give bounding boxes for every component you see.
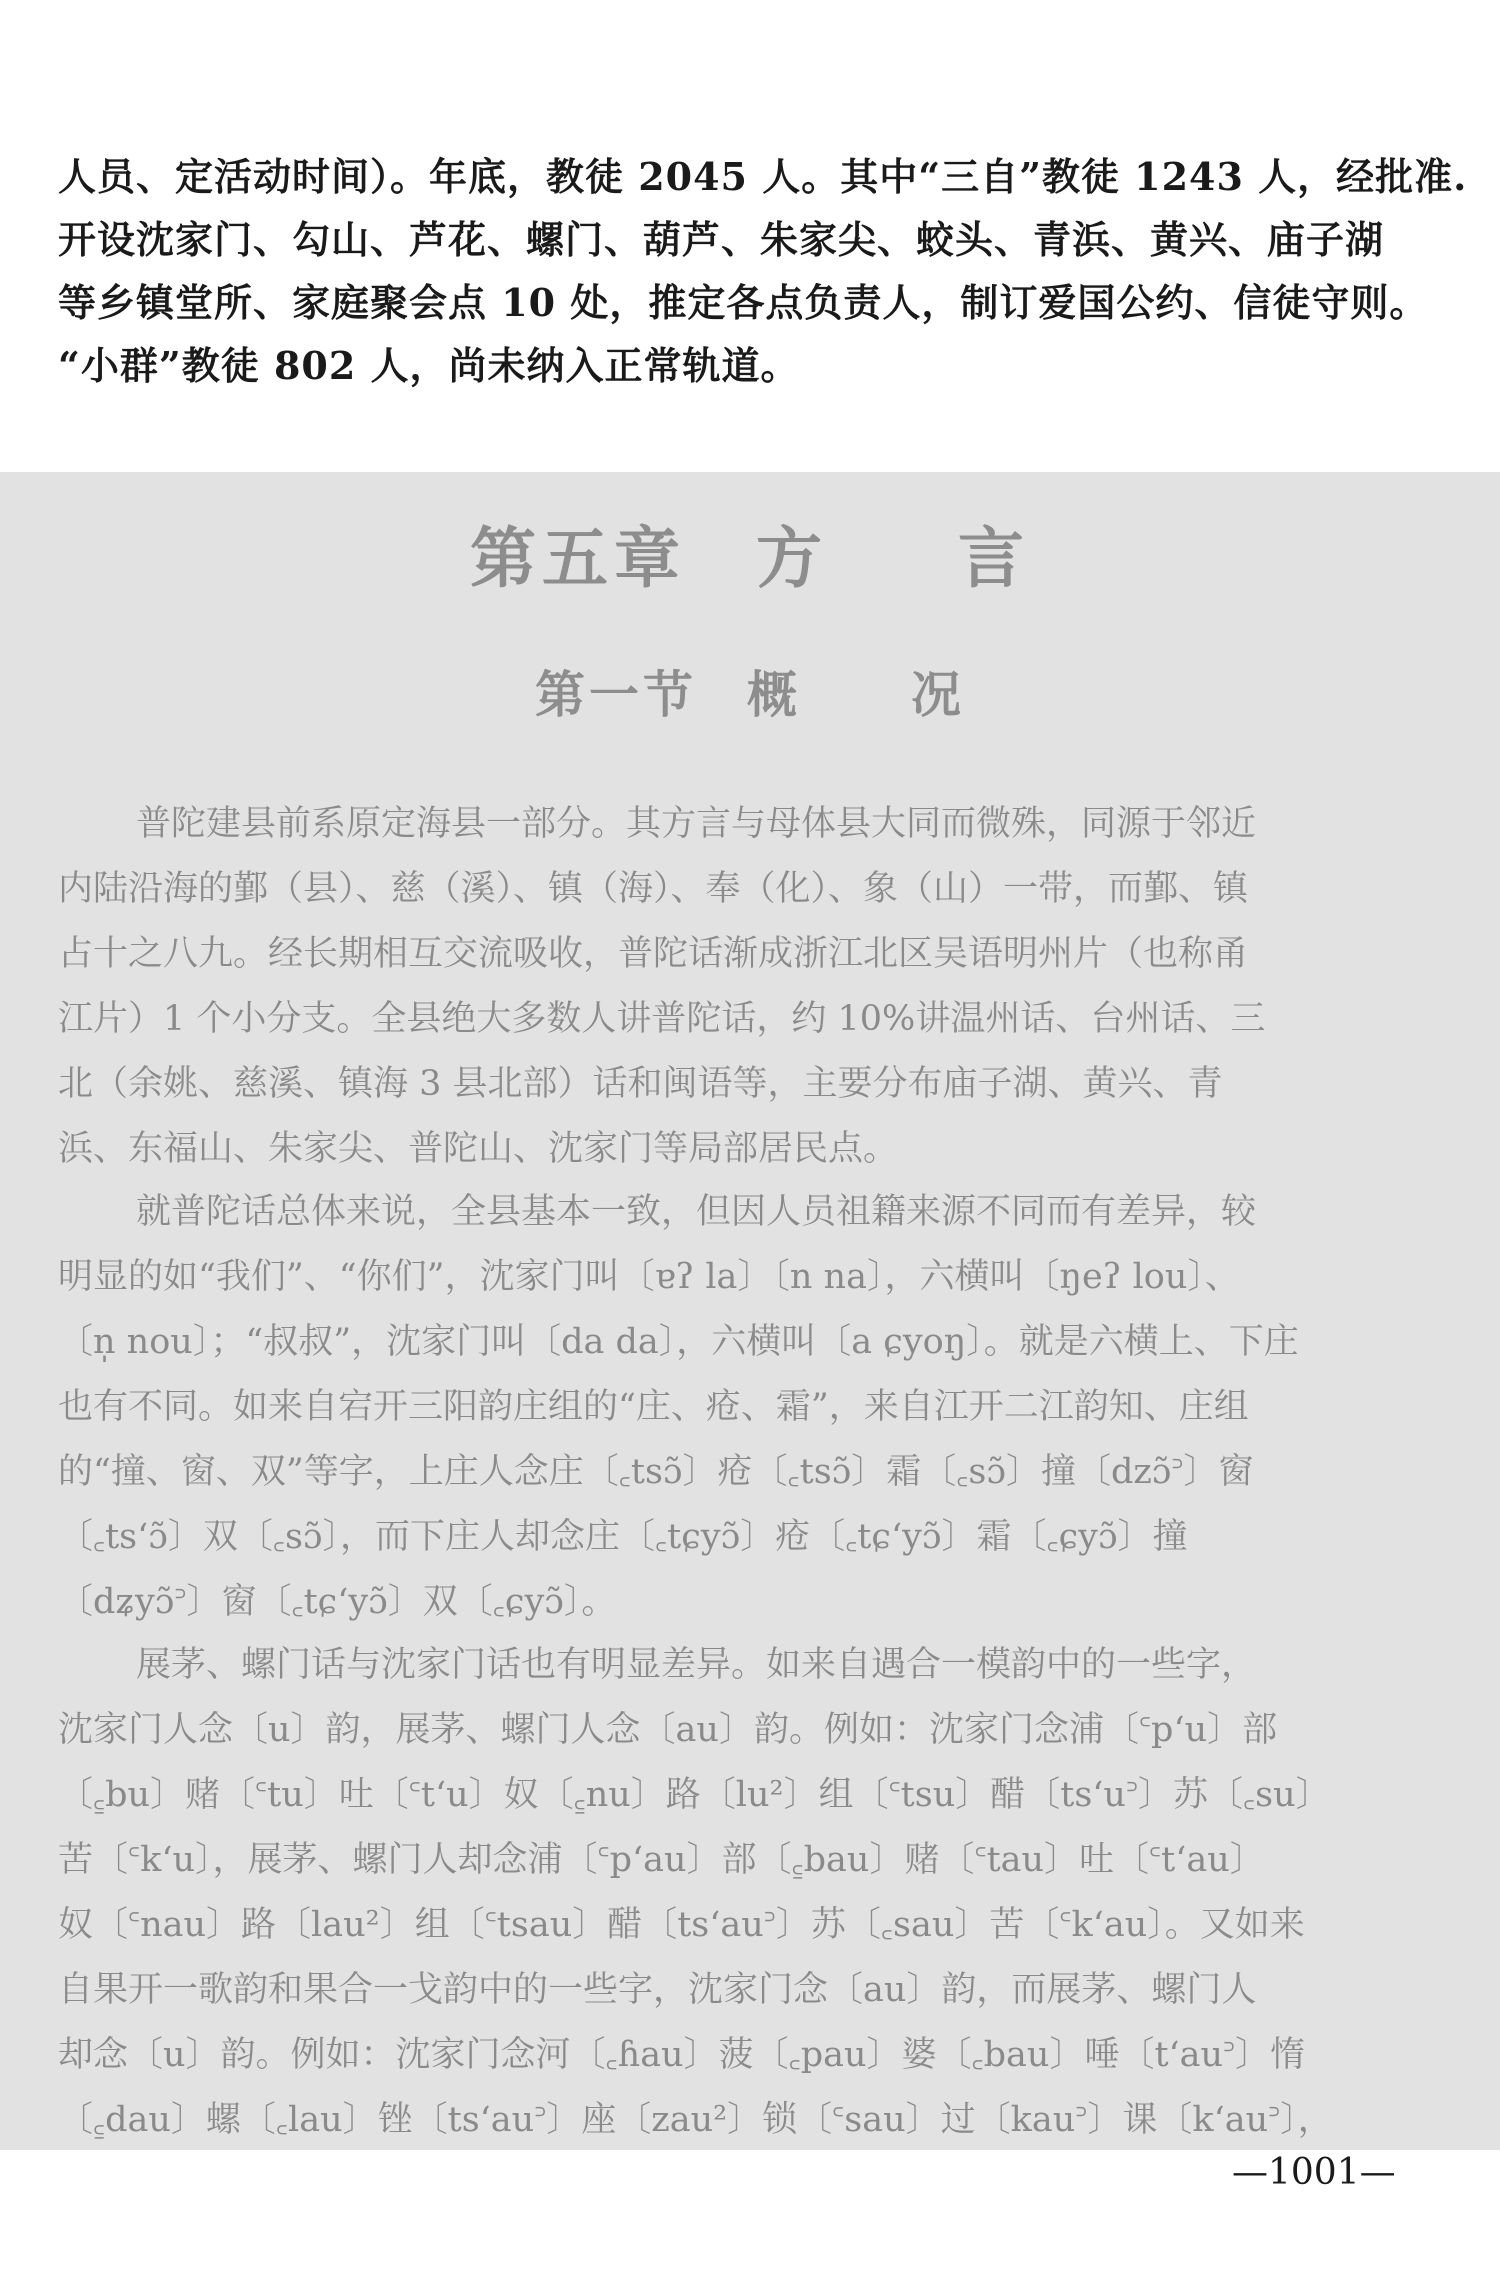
chapter-number: 第五章 [470,519,686,597]
page-number: —1001— [1232,2152,1396,2193]
paragraph-putuo-dialect-differences [58,1180,1438,1635]
top-paragraph [58,145,1468,397]
text-line: 〔꜁bu〕赌〔꜂tu〕吐〔꜂t‘u〕奴〔꜁nu〕路〔lu²〕组〔꜂tsu〕醋〔ts‘u꜄〕苏〔꜀su〕 [58,1775,1331,1815]
text-line: 占十之八九。经长期相互交流吸收，普陀话渐成浙江北区吴语明州片（也称甬 [58,934,1249,974]
text-line: 〔dʑyɔ̃꜄〕窗〔꜀tɕ‘yɔ̃〕双〔꜀ɕyɔ̃〕。 [58,1582,617,1622]
text-line: 〔꜀ts‘ɔ̃〕双〔꜀sɔ̃〕，而下庄人却念庄〔꜀tɕyɔ̃〕疮〔꜀tɕ‘yɔ̃〕霜〔꜀ɕyɔ̃〕撞 [58,1517,1188,1557]
text-line: 就普陀话总体来说，全县基本一致，但因人员祖籍来源不同而有差异，较 [136,1192,1257,1232]
section-number: 第一节 [535,665,697,724]
text-line: 自果开一歌韵和果合一戈韵中的一些字，沈家门念〔au〕韵，而展茅、螺门人 [58,1970,1257,2010]
text-line: 展茅、螺门话与沈家门话也有明显差异。如来自遇合一模韵中的一些字， [136,1645,1257,1685]
text-line: 明显的如“我们”、“你们”，沈家门叫〔ɐʔ la〕〔n na〕，六横叫〔ŋeʔ lou〕、 [58,1257,1240,1297]
chapter-title-char-1: 方 [756,519,828,597]
text-line: 内陆沿海的鄞（县）、慈（溪）、镇（海）、奉（化）、象（山）一带，而鄞、镇 [58,869,1249,909]
text-line: 奴〔꜂nau〕路〔lau²〕组〔꜂tsau〕醋〔ts‘au꜄〕苏〔꜀sau〕苦〔꜂k‘au〕。又如来 [58,1905,1305,1945]
text-line: “小群”教徒 802 人，尚未纳入正常轨道。 [58,343,800,388]
top-text-block [0,0,1500,470]
text-line: 〔n̩ nou〕；“叔叔”，沈家门叫〔da da〕，六横叫〔a ɕyoŋ〕。就是六横上、下庄 [58,1322,1299,1362]
chapter-title [0,505,1500,600]
text-line: 开设沈家门、勾山、芦花、螺门、葫芦、朱家尖、蛟头、青浜、黄兴、庙子湖 [58,217,1385,262]
paragraph-overview [58,792,1438,1182]
text-line: 浜、东福山、朱家尖、普陀山、沈家门等局部居民点。 [58,1129,899,1169]
text-line: 等乡镇堂所、家庭聚会点 10 处，推定各点负责人，制订爱国公约、信徒守则。 [58,280,1429,325]
text-line: 人员、定活动时间）。年底，教徒 2045 人。其中“三自”教徒 1243 人，经批准. [58,154,1468,199]
text-line: 却念〔u〕韵。例如：沈家门念河〔꜀ɦau〕菠〔꜀pau〕婆〔꜀bau〕唾〔t‘au꜄〕惰 [58,2035,1306,2075]
paragraph-zhanmao-luomen-dialect [58,1633,1438,2153]
section-title [0,655,1500,727]
section-title-char-1: 概 [747,665,801,724]
section-title-char-2: 况 [911,665,965,724]
text-line: 的“撞、窗、双”等字，上庄人念庄〔꜀tsɔ̃〕疮〔꜀tsɔ̃〕霜〔꜀sɔ̃〕撞〔dzɔ̃꜄〕窗 [58,1452,1254,1492]
text-line: 苦〔꜂k‘u〕，展茅、螺门人却念浦〔꜂p‘au〕部〔꜁bau〕赌〔꜂tau〕吐〔꜂t‘au〕 [58,1840,1265,1880]
text-line: 北（余姚、慈溪、镇海 3 县北部）话和闽语等，主要分布庙子湖、黄兴、青 [58,1064,1223,1104]
chapter-title-char-2: 言 [958,519,1030,597]
text-line: 也有不同。如来自宕开三阳韵庄组的“庄、疮、霜”，来自江开二江韵知、庄组 [58,1387,1249,1427]
text-line: 〔꜁dau〕螺〔꜀lau〕锉〔ts‘au꜄〕座〔zau²〕锁〔꜂sau〕过〔kau꜄〕课〔k‘au꜄〕， [58,2100,1333,2140]
text-line: 普陀建县前系原定海县一部分。其方言与母体县大同而微殊，同源于邻近 [136,804,1257,844]
text-line: 江片）1 个小分支。全县绝大多数人讲普陀话，约 10%讲温州话、台州话、三 [58,999,1266,1039]
text-line: 沈家门人念〔u〕韵，展茅、螺门人念〔au〕韵。例如：沈家门念浦〔꜂p‘u〕部 [58,1710,1278,1750]
